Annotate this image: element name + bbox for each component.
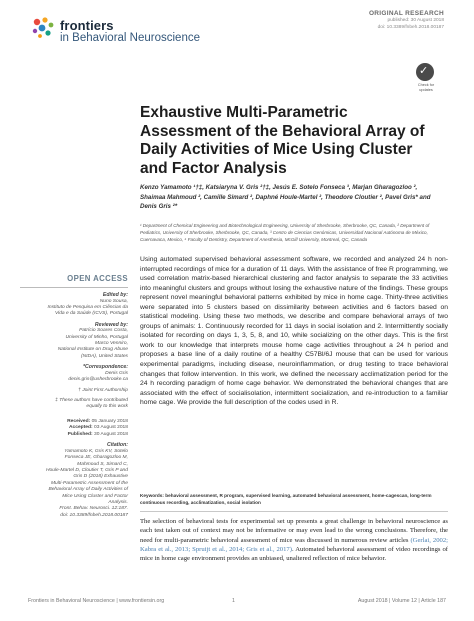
editor-line: Instituto de Pesquisa em Ciências da bbox=[47, 304, 128, 310]
citation-line: Yamamoto K, Gris KV, Sotelo bbox=[64, 448, 128, 454]
correspondence-label: *Correspondence: bbox=[83, 364, 128, 371]
keywords-divider bbox=[140, 511, 448, 512]
citation-line: Behavioral Array of Daily Activities of bbox=[48, 487, 128, 493]
article-title: Exhaustive Multi-Parametric Assessment of the Behavioral Array of Daily Activities of Mice Using Cluster and Factor Analysis bbox=[140, 104, 425, 177]
citation-line: Mahmoud S, Simard C, bbox=[77, 461, 128, 467]
reviewer-line: National Institute on Drug Abuse bbox=[57, 347, 128, 353]
open-access-badge[interactable]: OPEN ACCESS bbox=[67, 274, 128, 283]
brand-name: frontiers bbox=[60, 18, 114, 33]
citation-line: Houle-Martel D, Cloutier T, Gris P and bbox=[46, 468, 128, 473]
author-note: ‡ These authors have contributed bbox=[55, 397, 128, 403]
published-label: Published: bbox=[67, 431, 93, 437]
reviewer-line: (NIDA), United States bbox=[80, 353, 128, 359]
correspondence-name: Denis Gris bbox=[105, 370, 128, 376]
affiliations: ¹ Department of Chemical Engineering and Biotechnological Engineering, University of Sherbrooke, Sherbrooke, QC, Canada, ² Department of Pediatrics, University of Sherbrooke, Sherbrooke, QC, Canada, ³ Centro de Ciencias Genómicas, Universidad Nacional Autónoma de México, Cuernavaca, Mexico, ⁴ Faculty of Dentistry, Department of Anesthesia, McGill University, Montreal, QC, Canada bbox=[140, 223, 430, 243]
citation-line: Analysis. bbox=[108, 500, 128, 506]
journal-logo[interactable] bbox=[30, 14, 200, 48]
keywords-label: Keywords: bbox=[140, 493, 164, 498]
published-value: 30 August 2018 bbox=[94, 431, 128, 437]
reviewer-line: Patrício Soares Costa, bbox=[79, 328, 128, 334]
accepted-label: Accepted: bbox=[68, 425, 93, 431]
citation-line: Mice Using Cluster and Factor bbox=[62, 493, 128, 499]
introduction-paragraph bbox=[140, 517, 448, 563]
keywords-block bbox=[140, 493, 448, 506]
author-list: Kenzo Yamamoto ¹†‡, Katsiaryna V. Gris ²†‡, Jesús E. Sotelo Fonseca ³, Marjan Gharagozloo ², Shaimaa Mahmoud ², Camille Simard ², Daphné Houle-Martel ², Theodore Cloutier ², Pavel Gris* and Denis Gris ²* bbox=[140, 184, 431, 210]
citation-doi[interactable]: doi: 10.3389/fnbeh.2018.00187 bbox=[60, 512, 128, 518]
sidebar-divider bbox=[20, 287, 128, 288]
article-sidebar bbox=[20, 274, 128, 519]
author-note: † Joint First Authorship bbox=[78, 387, 128, 393]
abstract-text: Using automated supervised behavioral assessment software, we recorded and analyzed 24 h non-interrupted recordings of mice for a duration of 11 days. With the assistance of free R programming, we used correlation matrix-based hierarchical clustering and factor analysis to separate the 33 activities into meaningful clusters and groups without losing the exhaustive nature of the findings. These groups represent novel meaningful behavioral patterns exhibited by mice in home cage. Thirty-three activities were separated into 5 clusters based on dissimilarity between activities and 6 factors based on statistical modeling. Using these two methods, we describe and compare behavioral arrays of two groups of animals: 1. Continuously recorded for 11 days in social isolation and 2. Intermittently socially isolated for recording on days 1, 3, 5, 8, and 10, while socializing on the other days. This is the first work to our knowledge that interprets mouse home cage activities throughout a 24 h period and proposes a base line of a daily routine of a healthy C57Bl/6J mouse that can be used for various experimental paradigms, including disease, neuroinflammation, or drug testing to trace behavioral changes that follow intervention. In this work, we defined the necessary acclimatization period for the 24 h recording paradigm of home cage behavior. We demonstrated the behavioral changes that are associated with the effect of socialisolation, intermittent socialization, and re-introduction to a familiar home cage. We provide the full description of the codes used in R. bbox=[140, 256, 448, 407]
page-number: 1 bbox=[232, 598, 235, 604]
article-type: ORIGINAL RESEARCH bbox=[368, 10, 444, 17]
footer-issue: August 2018 | Volume 12 | Article 187 bbox=[357, 598, 446, 604]
article-meta bbox=[294, 10, 444, 31]
reviewed-by-label: Reviewed by: bbox=[94, 321, 128, 328]
edited-by-label: Edited by: bbox=[102, 292, 128, 298]
check-for-updates-icon: ✓ bbox=[416, 63, 434, 81]
received-value: 05 January 2018 bbox=[91, 418, 128, 424]
editor-line: Nuno Sousa, bbox=[99, 298, 128, 304]
check-for-updates-label: Check for updates bbox=[417, 83, 435, 92]
received-label: Received: bbox=[67, 418, 91, 424]
keywords-text: behavioral assessment, R program, supervised learning, automated behavioral assessment, home-cagescan, long-term continuous recording, acclimatization, social isolation bbox=[140, 493, 432, 505]
citation-line: Gris D (2018) Exhaustive bbox=[73, 474, 128, 480]
footer-journal[interactable]: Frontiers in Behavioral Neuroscience | www.frontiersin.org bbox=[28, 598, 165, 604]
frontiers-logo-icon bbox=[30, 16, 56, 40]
citation-line: Front. Behav. Neurosci. 12:187. bbox=[59, 506, 128, 512]
author-note: equally to this work bbox=[86, 404, 128, 410]
published-line: published: 30 August 2018 bbox=[387, 18, 444, 23]
reviewer-line: University of Minho, Portugal bbox=[65, 334, 128, 340]
citation-label: Citation: bbox=[106, 442, 128, 449]
intro-citations[interactable]: (Gerlai, 2002; Kabra et al., 2013; Spruijt et al., 2014; Gris et al., 2017) bbox=[140, 536, 448, 553]
reviewer-line: Marco Venniro, bbox=[95, 341, 128, 347]
accepted-value: 03 August 2018 bbox=[94, 425, 128, 431]
editor-line: Vida e da Saúde (ICVS), Portugal bbox=[54, 311, 128, 317]
journal-name: in Behavioral Neuroscience bbox=[60, 32, 200, 44]
intro-text: . Automated behavioral assessment of video recordings of mice in home cage environment provides an unbiased, unaltered reflection of mice behavior. bbox=[140, 545, 448, 562]
doi-line[interactable]: doi: 10.3389/fnbeh.2018.00187 bbox=[377, 25, 444, 30]
intro-text: The selection of behavioral tests for experimental set up presents a great challenge in behavioral neuroscience as each test taken out of context may not be informative or may even lead to the wrong conclusions. Therefore, the need for multi-parametric behavioral assessment of mice was discussed in numerous review articles bbox=[140, 518, 448, 544]
correspondence-email[interactable]: denis.gris@usherbrooke.ca bbox=[68, 377, 128, 383]
check-for-updates-button[interactable] bbox=[413, 63, 437, 93]
citation-line: Fonseca JE, Gharagozloo M, bbox=[64, 455, 128, 461]
citation-line: Multi-Parametric Assessment of the bbox=[50, 480, 128, 486]
